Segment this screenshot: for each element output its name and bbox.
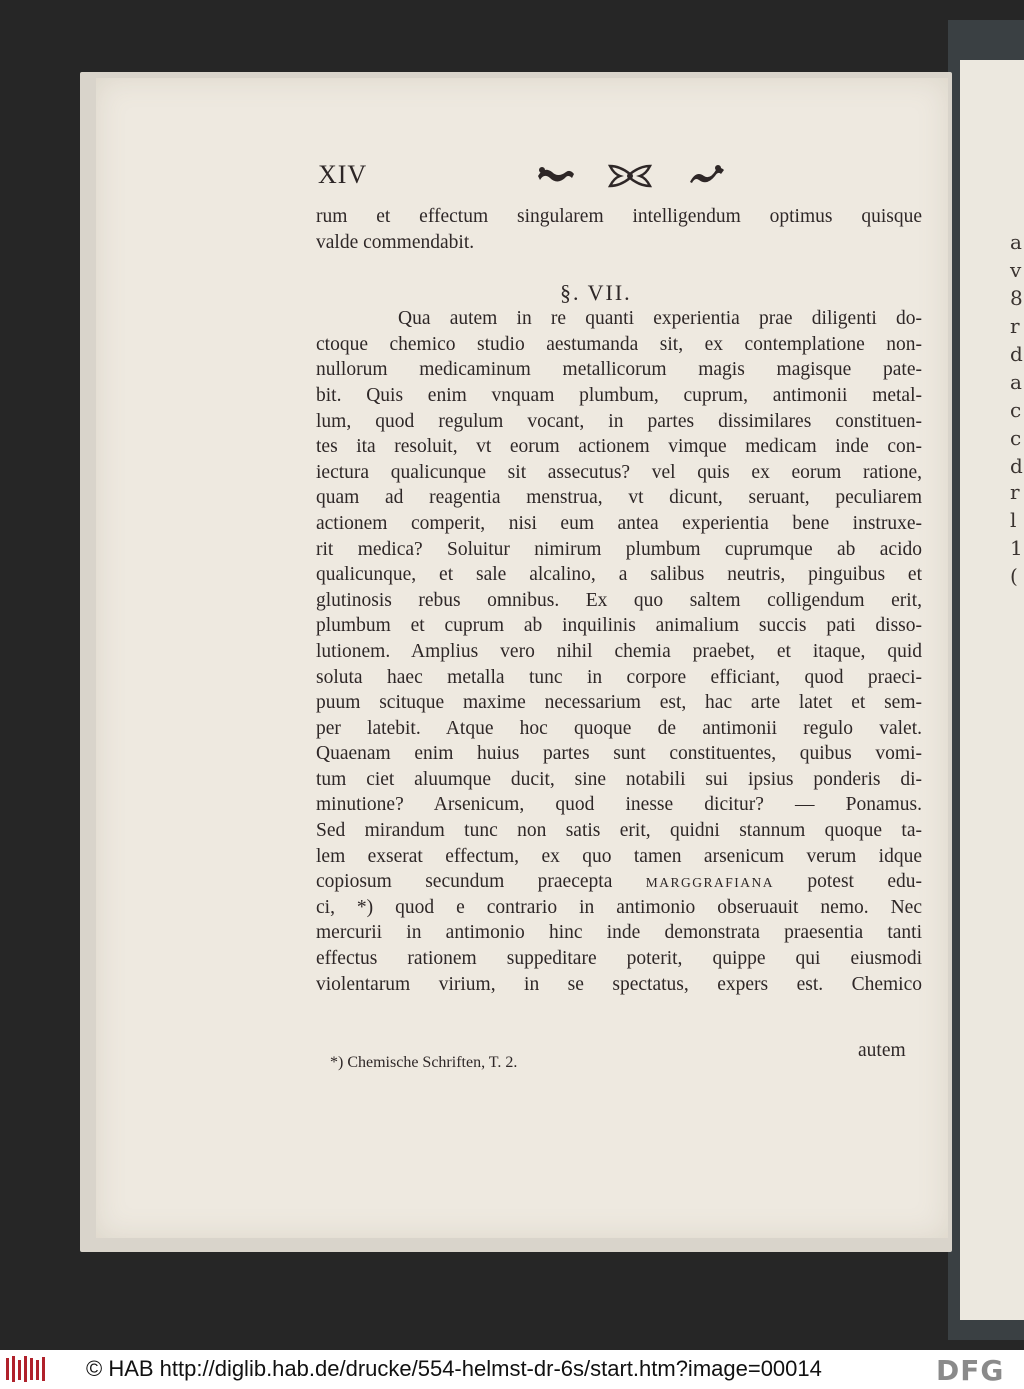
text-line: rum et effectum singularem intelligendum optimus quisque bbox=[316, 206, 922, 227]
text-line: valde commendabit. bbox=[316, 231, 475, 253]
copyright-link[interactable]: © HAB http://diglib.hab.de/drucke/554-helmst-dr-6s/start.htm?image=00014 bbox=[86, 1356, 822, 1381]
text-line: quam ad reagentia menstrua, vt dicunt, seruant, peculiarem bbox=[316, 487, 922, 509]
footnote: *) Chemische Schriften, T. 2. bbox=[330, 1054, 518, 1071]
facing-page-letter: d bbox=[1010, 454, 1023, 478]
text-line: plumbum et cuprum ab inquilinis animalium succis pati disso- bbox=[316, 615, 922, 637]
body-text bbox=[316, 204, 922, 997]
text-line: nullorum medicaminum metallicorum magis magisque pate- bbox=[316, 359, 922, 381]
facing-page-letter: c bbox=[1010, 398, 1022, 422]
text-line: puum scituque maxime necessarium est, hac arte latet et sem- bbox=[316, 692, 922, 714]
text-line: lutionem. Amplius vero nihil chemia praebet, et itaque, quid bbox=[316, 640, 922, 662]
text-line: per latebit. Atque hoc quoque de antimonii regulo valet. bbox=[316, 717, 922, 739]
text-line: tum ciet aluumque ducit, sine notabili sui ipsius ponderis di- bbox=[316, 768, 922, 790]
text-line: lum, quod regulum vocant, in partes dissimilares constituen- bbox=[316, 410, 922, 432]
facing-page-fragment bbox=[960, 60, 1024, 1320]
text-line: bit. Quis enim vnquam plumbum, cuprum, antimonii metal- bbox=[316, 384, 922, 406]
text-line-part: potest edu- bbox=[774, 871, 922, 893]
text-line: lem exserat effectum, ex quo tamen arsenicum verum idque bbox=[316, 845, 922, 867]
text-line: violentarum virium, in se spectatus, expers est. Chemico bbox=[316, 973, 922, 995]
facing-page-letter: a bbox=[1010, 370, 1022, 394]
section-heading: §. VII. bbox=[560, 280, 632, 305]
text-line: rit medica? Soluitur nimirum plumbum cuprumque ab acido bbox=[316, 538, 922, 560]
text-line: ci, *) quod e contrario in antimonio obseruauit nemo. Nec bbox=[316, 896, 922, 918]
page-number: XIV bbox=[318, 160, 368, 189]
facing-page-letter: 8 bbox=[1010, 286, 1023, 310]
facing-page-letter: ( bbox=[1010, 564, 1018, 588]
page-header bbox=[318, 158, 918, 198]
text-line: iectura qualicunque sit assecutus? vel quis ex eorum ratione, bbox=[316, 461, 922, 483]
text-line: minutione? Arsenicum, quod inesse dicitur? — Ponamus. bbox=[316, 794, 922, 816]
text-line: mercurii in antimonio hinc inde demonstrata praesentia tanti bbox=[316, 922, 922, 944]
text-line: Qua autem in re quanti experientia prae diligenti do- bbox=[398, 308, 922, 330]
facing-page-letter: r bbox=[1010, 480, 1020, 504]
footer-bar bbox=[0, 1350, 1024, 1389]
facing-page-letter: v bbox=[1010, 258, 1022, 282]
text-line: tes ita resoluit, vt eorum actionem vimque medicam inde con- bbox=[316, 436, 922, 458]
facing-page-letter: l bbox=[1010, 508, 1017, 532]
text-line: actionem comperit, nisi eum antea experientia bene instruxe- bbox=[316, 512, 922, 534]
facing-page-letter: c bbox=[1010, 426, 1022, 450]
text-line: ctoque chemico studio aestumanda sit, ex contemplatione non- bbox=[316, 333, 922, 355]
dfg-logo: DFG bbox=[936, 1354, 1005, 1387]
text-line: effectus rationem suppeditare poterit, quippe qui eiusmodi bbox=[316, 948, 922, 970]
text-line: Sed mirandum tunc non satis erit, quidni stannum quoque ta- bbox=[316, 820, 922, 842]
text-line: qualicunque, et sale alcalino, a salibus neutris, pinguibus et bbox=[316, 564, 922, 586]
smallcaps-name: MARGGRAFIANA bbox=[645, 875, 774, 891]
facing-page-letter: d bbox=[1010, 342, 1023, 366]
printer-ornament-icon bbox=[530, 158, 730, 194]
facing-page-letter: r bbox=[1010, 314, 1020, 338]
text-line bbox=[316, 869, 922, 895]
text-line: glutinosis rebus omnibus. Ex quo saltem colligendum erit, bbox=[316, 589, 922, 611]
facing-page-letter: a bbox=[1010, 230, 1022, 254]
facing-page-letter: 1 bbox=[1010, 536, 1023, 560]
hab-logo-icon bbox=[4, 1354, 48, 1384]
catchword: autem bbox=[858, 1040, 906, 1061]
text-line: Quaenam enim huius partes sunt constituentes, quibus vomi- bbox=[316, 743, 922, 765]
text-line: soluta haec metalla tunc in corpore efficiant, quod praeci- bbox=[316, 666, 922, 688]
text-line-part: copiosum secundum praecepta bbox=[316, 871, 646, 893]
